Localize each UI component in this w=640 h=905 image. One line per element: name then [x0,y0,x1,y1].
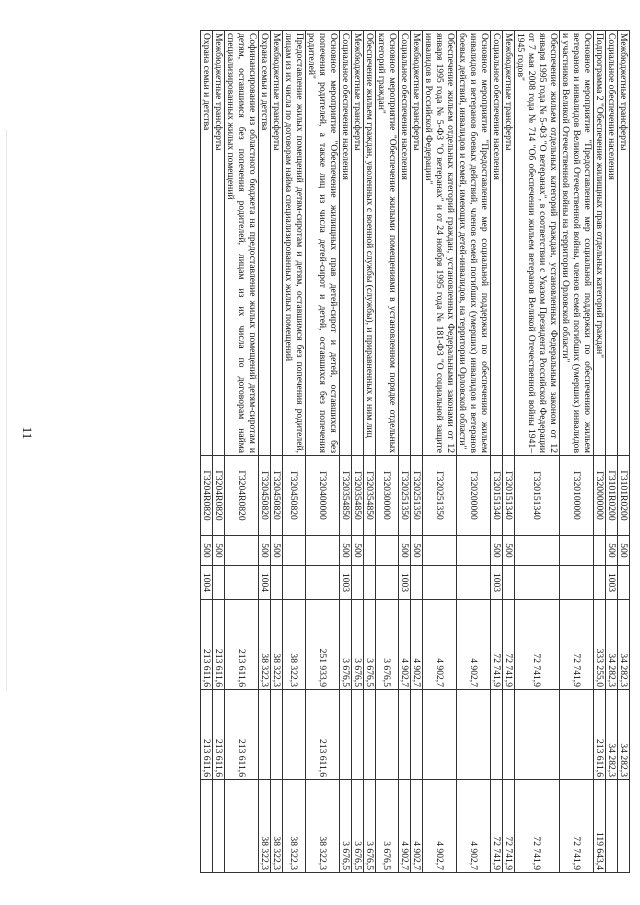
expense-type-cell: 500 [271,536,283,566]
target-code-cell: Г320354850 [340,456,352,536]
expense-type-cell [364,536,376,566]
rotated-page [58,30,630,872]
target-code-cell: Г320200000 [457,456,491,536]
section-code-cell: 1003 [340,566,352,600]
section-code-cell [283,566,306,600]
row-name-cell: Софинансирование из областного бюджета на предоставление жилых помещений детям-сиротам и детям, оставшимся без попечения родителей, лицам из их числа по договорам найма специализированных жилых помещений [225,31,259,456]
total-amount-cell: 72 741,9 [491,600,503,690]
section-code-cell [560,566,594,600]
section-code-cell: 1003 [399,566,411,600]
table-row [618,31,630,873]
target-code-cell: Г320300000 [376,456,399,536]
section-code-cell: 1003 [491,566,503,600]
regional-amount-cell: 3 676,5 [352,780,364,873]
section-code-cell [503,566,515,600]
table-row [306,31,340,873]
table-row [376,31,399,873]
expense-type-cell [560,536,594,566]
row-name-cell: Социальное обеспечение населения [606,31,618,456]
federal-amount-cell: 213 611,6 [201,690,213,780]
expense-type-cell [283,536,306,566]
table-row [606,31,618,873]
expense-type-cell: 500 [399,536,411,566]
federal-amount-cell: 213 611,6 [213,690,225,780]
table-row [594,31,606,873]
target-code-cell: Г3204R0820 [213,456,225,536]
regional-amount-cell: 72 741,9 [491,780,503,873]
total-amount-cell: 4 902,7 [457,600,491,690]
row-name-cell: Межбюджетные трансферты [352,31,364,456]
regional-amount-cell: 3 676,5 [364,780,376,873]
federal-amount-cell [376,690,399,780]
regional-amount-cell [606,780,618,873]
section-code-cell [457,566,491,600]
regional-amount-cell: 72 741,9 [560,780,594,873]
expense-type-cell [594,536,606,566]
federal-amount-cell [399,690,411,780]
expense-type-cell [423,536,457,566]
total-amount-cell: 3 676,5 [352,600,364,690]
target-code-cell: Г320251350 [411,456,423,536]
expense-type-cell: 500 [259,536,271,566]
regional-amount-cell: 72 741,9 [503,780,515,873]
row-name-cell: Обеспечение жильем граждан, уволенных с военной службы (службы), и приравненных к ним лиц [364,31,376,456]
federal-amount-cell: 34 282,3 [618,690,630,780]
federal-amount-cell: 213 611,6 [594,690,606,780]
target-code-cell: Г320400000 [306,456,340,536]
expense-type-cell [306,536,340,566]
budget-table [200,30,630,873]
row-name-cell: Социальное обеспечение населения [491,31,503,456]
federal-amount-cell [259,690,271,780]
expense-type-cell [225,536,259,566]
federal-amount-cell [457,690,491,780]
target-code-cell: Г3101R0200 [618,456,630,536]
regional-amount-cell: 3 676,5 [340,780,352,873]
section-code-cell [225,566,259,600]
total-amount-cell: 4 902,7 [411,600,423,690]
row-name-cell: Межбюджетные трансферты [411,31,423,456]
regional-amount-cell: 4 902,7 [457,780,491,873]
target-code-cell: Г3204R0820 [225,456,259,536]
regional-amount-cell: 3 676,5 [376,780,399,873]
table-row [259,31,271,873]
total-amount-cell: 72 741,9 [503,600,515,690]
section-code-cell [352,566,364,600]
regional-amount-cell: 38 322,3 [283,780,306,873]
federal-amount-cell [340,690,352,780]
table-row [503,31,515,873]
section-code-cell [364,566,376,600]
total-amount-cell: 38 322,3 [259,600,271,690]
regional-amount-cell: 38 322,3 [306,780,340,873]
federal-amount-cell [411,690,423,780]
row-name-cell: Социальное обеспечение населения [340,31,352,456]
row-name-cell: Межбюджетные трансферты [503,31,515,456]
expense-type-cell: 500 [503,536,515,566]
target-code-cell: Г320151340 [491,456,503,536]
target-code-cell: Г320251350 [423,456,457,536]
total-amount-cell: 213 611,6 [213,600,225,690]
expense-type-cell: 500 [411,536,423,566]
total-amount-cell: 34 282,3 [618,600,630,690]
row-name-cell: Основное мероприятие "Обеспечение жилищных прав детей-сирот и детей, оставшихся без попечения родителей, а также лиц из числа детей-сирот и детей, оставшихся без попечения родителей" [306,31,340,456]
total-amount-cell: 3 676,5 [364,600,376,690]
total-amount-cell: 3 676,5 [376,600,399,690]
regional-amount-cell: 119 643,4 [594,780,606,873]
total-amount-cell: 251 933,9 [306,600,340,690]
total-amount-cell: 333 255,0 [594,600,606,690]
expense-type-cell: 500 [213,536,225,566]
table-row [340,31,352,873]
table-row [364,31,376,873]
row-name-cell: Основное мероприятие "Предоставление мер социальной поддержки по обеспечению жильем инвалидов и ветеранов боевых действий, членов семей погибших (умерших) инвалидов и ветеранов боевых действий, инвалидов и семей, имеющих детей-инвалидов, на территории Орловской области" [457,31,491,456]
regional-amount-cell: 4 902,7 [411,780,423,873]
target-code-cell: Г320450820 [271,456,283,536]
target-code-cell: Г3101R0200 [606,456,618,536]
table-row [213,31,225,873]
expense-type-cell: 500 [618,536,630,566]
row-name-cell: Обеспечение жильем отдельных категорий граждан, установленных Федеральным законом от 12 января 1995 года № 5-ФЗ "О ветеранах", в соответствии с Указом Президента Российской Федерации от 7 мая 2008 года № 714 "Об обеспечении жильем ветеранов Великой Отечественной войны 1941–1945 годов" [515,31,560,456]
total-amount-cell: 72 741,9 [515,600,560,690]
regional-amount-cell: 4 902,7 [399,780,411,873]
row-name-cell: Охрана семьи и детства [259,31,271,456]
target-code-cell: Г320151340 [515,456,560,536]
target-code-cell: Г320251350 [399,456,411,536]
target-code-cell: Г320450820 [259,456,271,536]
expense-type-cell: 500 [340,536,352,566]
federal-amount-cell [283,690,306,780]
expense-type-cell [376,536,399,566]
regional-amount-cell: 38 322,3 [259,780,271,873]
row-name-cell: Основное мероприятие "Предоставление мер социальной поддержки по обеспечению жильем ветеранов и инвалидов Великой Отечественной войны, членов семей погибших (умерших) инвалидов и участников Великой Отечественной войны на территории Орловской области" [560,31,594,456]
table-row [283,31,306,873]
section-code-cell [618,566,630,600]
total-amount-cell: 3 676,5 [340,600,352,690]
total-amount-cell: 4 902,7 [399,600,411,690]
regional-amount-cell [201,780,213,873]
section-code-cell [423,566,457,600]
page-number: 11 [20,426,35,440]
table-row [491,31,503,873]
regional-amount-cell [225,780,259,873]
table-row [399,31,411,873]
row-name-cell: Предоставление жилых помещений детям-сиротам и детям, оставшимся без попечения родителей, лицам из их числа по договорам найма специализированных жилых помещений [283,31,306,456]
table-row [411,31,423,873]
regional-amount-cell: 38 322,3 [271,780,283,873]
row-name-cell: Социальное обеспечение населения [399,31,411,456]
total-amount-cell: 38 322,3 [271,600,283,690]
expense-type-cell: 500 [491,536,503,566]
row-name-cell: Межбюджетные трансферты [213,31,225,456]
target-code-cell: Г320354850 [364,456,376,536]
federal-amount-cell [503,690,515,780]
section-code-cell: 1004 [201,566,213,600]
target-code-cell: Г320450820 [283,456,306,536]
total-amount-cell: 4 902,7 [423,600,457,690]
table-row [423,31,457,873]
row-name-cell: Межбюджетные трансферты [618,31,630,456]
federal-amount-cell [491,690,503,780]
target-code-cell: Г3204R0820 [201,456,213,536]
expense-type-cell [457,536,491,566]
section-code-cell: 1004 [259,566,271,600]
row-name-cell: Охрана семьи и детства [201,31,213,456]
expense-type-cell: 500 [352,536,364,566]
row-name-cell: Обеспечение жильем отдельных категорий граждан, установленных Федеральными законами от 12 января 1995 года № 5-ФЗ "О ветеранах" и от 24 ноября 1995 года № 181-ФЗ "О социальной защите инвалидов в Российской Федерации" [423,31,457,456]
table-row [201,31,213,873]
federal-amount-cell: 34 282,3 [606,690,618,780]
regional-amount-cell: 4 902,7 [423,780,457,873]
scan-edge-line [6,130,7,690]
federal-amount-cell: 213 611,6 [306,690,340,780]
total-amount-cell: 213 611,6 [225,600,259,690]
federal-amount-cell [515,690,560,780]
table-row [271,31,283,873]
section-code-cell [213,566,225,600]
target-code-cell: Г320000000 [594,456,606,536]
table-row [457,31,491,873]
budget-table-body [201,31,630,873]
federal-amount-cell [560,690,594,780]
section-code-cell [411,566,423,600]
expense-type-cell [515,536,560,566]
federal-amount-cell [352,690,364,780]
target-code-cell: Г320354850 [352,456,364,536]
table-row [560,31,594,873]
total-amount-cell: 72 741,9 [560,600,594,690]
section-code-cell [306,566,340,600]
table-row [515,31,560,873]
section-code-cell [515,566,560,600]
expense-type-cell: 500 [201,536,213,566]
total-amount-cell: 213 611,6 [201,600,213,690]
total-amount-cell: 38 322,3 [283,600,306,690]
section-code-cell [376,566,399,600]
federal-amount-cell [271,690,283,780]
federal-amount-cell [423,690,457,780]
row-name-cell: Основное мероприятие "Обеспечение жилыми помещениями в установленном порядке отдельных категорий граждан" [376,31,399,456]
row-name-cell: Подпрограмма 2 "Обеспечение жилищных прав отдельных категорий граждан" [594,31,606,456]
row-name-cell: Межбюджетные трансферты [271,31,283,456]
federal-amount-cell [364,690,376,780]
target-code-cell: Г320100000 [560,456,594,536]
section-code-cell: 1003 [606,566,618,600]
target-code-cell: Г320151340 [503,456,515,536]
federal-amount-cell: 213 611,6 [225,690,259,780]
regional-amount-cell [213,780,225,873]
regional-amount-cell: 72 741,9 [515,780,560,873]
table-row [352,31,364,873]
section-code-cell [594,566,606,600]
table-row [225,31,259,873]
total-amount-cell: 34 282,3 [606,600,618,690]
regional-amount-cell [618,780,630,873]
expense-type-cell: 500 [606,536,618,566]
section-code-cell [271,566,283,600]
